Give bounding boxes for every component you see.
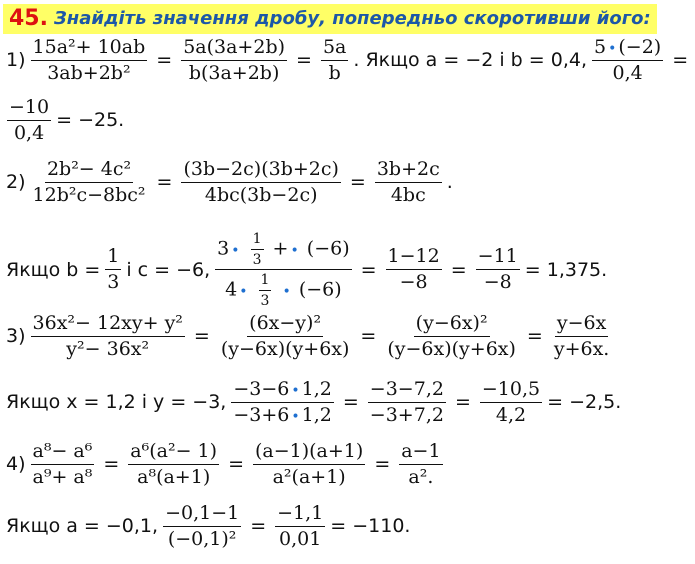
part3-line1: 3) $\frac{\text{36x²− 12xy+ y²}}{\text{y²− 36x²}}$ = $\frac{\text{(6x−y)²}}{(y-6x)(y+6x)}$ = $\frac{\text{(y−6x)²}}{(y-6x)(y+6x)}$ = $\frac{y-6x}{y+6x.}$ <box>6 312 610 360</box>
part4-result: = −110. <box>330 515 411 538</box>
fraction: $\frac{-10}{0,4}$ <box>9 96 50 144</box>
part4-line1: 4) $\frac{\text{a⁸− a⁶}}{\text{a⁹+ a⁸}}$ = $\frac{\text{a⁶(a²− 1)}}{\text{a⁸(a+1)}}$ = $\frac{(a-1)(a+1)}{\text{a²(a+1)}}$ = $\frac{a-1}{\text{a².}}$ <box>6 440 441 488</box>
part2-result: = 1,375. <box>524 258 608 281</box>
part4-label: 4) <box>6 453 26 476</box>
fraction: $\frac{5 • (-2)}{0,4}$ <box>594 36 662 84</box>
part3-condition: Якщо x = 1,2 і y = −3, <box>6 391 227 414</box>
fraction: $\frac{-3-7,2}{-3+7,2}$ <box>369 378 444 426</box>
fraction: $\frac{-11}{-8}$ <box>477 245 518 294</box>
fraction: $\frac{\text{a⁶(a²− 1)}}{\text{a⁸(a+1)}}$ <box>130 440 218 488</box>
fraction: $\frac{a-1}{\text{a².}}$ <box>401 440 441 488</box>
exercise-title: Знайдіть значення дробу, попередньо скоротивши його: <box>53 8 651 29</box>
part1-label: 1) <box>6 49 26 72</box>
part3-result: = −2,5. <box>547 391 622 414</box>
fraction: $\frac{\text{2b²− 4c²}}{\text{12b²c−8bc²}}$ <box>32 158 146 206</box>
fraction: $\frac{1-12}{-8}$ <box>387 245 440 294</box>
part4-condition: Якщо a = −0,1, <box>6 515 159 538</box>
fraction: $\frac{-10,5}{4,2}$ <box>481 378 541 426</box>
exercise-header <box>3 4 657 34</box>
multiply-dot: • <box>608 41 617 57</box>
part1-line2 <box>4 98 126 144</box>
fraction: $\frac{1}{3}$ <box>107 245 120 294</box>
part2-condition-a: Якщо b = <box>6 258 101 281</box>
fraction: $\frac{\text{(6x−y)²}}{(y-6x)(y+6x)}$ <box>220 312 350 360</box>
fraction: $\frac{-1,1}{0,01}$ <box>277 502 324 550</box>
fraction: $\frac{(a-1)(a+1)}{\text{a²(a+1)}}$ <box>254 440 364 488</box>
exercise-number: 45. <box>9 6 48 31</box>
part3-label: 3) <box>6 325 26 348</box>
fraction: $\frac{-0,1-1}{\text{(−0,1)²}}$ <box>165 502 240 550</box>
fraction: $\frac{\text{(y−6x)²}}{(y-6x)(y+6x)}$ <box>387 312 516 360</box>
part2-line2: Якщо b = $\frac{1}{3}$ і c = −6, 3 • $\frac{1}{3}$ + • (−6) 4 • $\frac{1}{3}$ • (−6) = $\frac{1-12}{-8}$ = $\frac{-11}{-8}$ = 1,375. <box>6 231 608 310</box>
part1-line1: 1) $\frac{\text{15a²+ 10ab}}{\text{3ab+2b²}}$ = $\frac{5a(3a+2b)}{b(3a+2b)}$ = $\frac{5a}{b}$ . Якщо a = −2 і b = 0,4, $\frac{5 • (-2)}{0,4}$ = <box>6 36 689 84</box>
fraction: $\frac{\text{a⁸− a⁶}}{\text{a⁹+ a⁸}}$ <box>32 440 93 488</box>
part2-condition-b: і c = −6, <box>126 258 211 281</box>
fraction: $\frac{\text{36x²− 12xy+ y²}}{\text{y²− 36x²}}$ <box>32 312 183 360</box>
part4-line2: Якщо a = −0,1, $\frac{-0,1-1}{\text{(−0,1)²}}$ = $\frac{-1,1}{0,01}$ = −110. <box>6 502 411 550</box>
part3-line2: Якщо x = 1,2 і y = −3, $\frac{-3-6 • 1,2}{-3+6 • 1,2}$ = $\frac{-3-7,2}{-3+7,2}$ = $\frac{-10,5}{4,2}$ = −2,5. <box>6 378 622 426</box>
fraction: $\frac{3b+2c}{4bc}$ <box>376 158 440 206</box>
part2-line1: 2) $\frac{\text{2b²− 4c²}}{\text{12b²c−8bc²}}$ = $\frac{(3b-2c)(3b+2c)}{4bc(3b-2c)}$ = $\frac{3b+2c}{4bc}$ . <box>6 158 453 206</box>
fraction: $\frac{5a}{b}$ <box>322 36 347 84</box>
fraction: $\frac{y-6x}{y+6x.}$ <box>553 312 610 360</box>
complex-fraction: 3 • $\frac{1}{3}$ + • (−6) 4 • $\frac{1}{3}$ • (−6) <box>217 231 350 310</box>
part1-result: = −25. <box>56 109 125 132</box>
part2-label: 2) <box>6 171 26 194</box>
fraction: $\frac{5a(3a+2b)}{b(3a+2b)}$ <box>183 36 286 84</box>
fraction: $\frac{\text{15a²+ 10ab}}{\text{3ab+2b²}}$ <box>32 36 146 84</box>
fraction: $\frac{-3-6 • 1,2}{-3+6 • 1,2}$ <box>233 378 332 426</box>
part1-condition: . Якщо a = −2 і b = 0,4, <box>353 49 587 72</box>
fraction: $\frac{(3b-2c)(3b+2c)}{4bc(3b-2c)}$ <box>183 158 339 206</box>
